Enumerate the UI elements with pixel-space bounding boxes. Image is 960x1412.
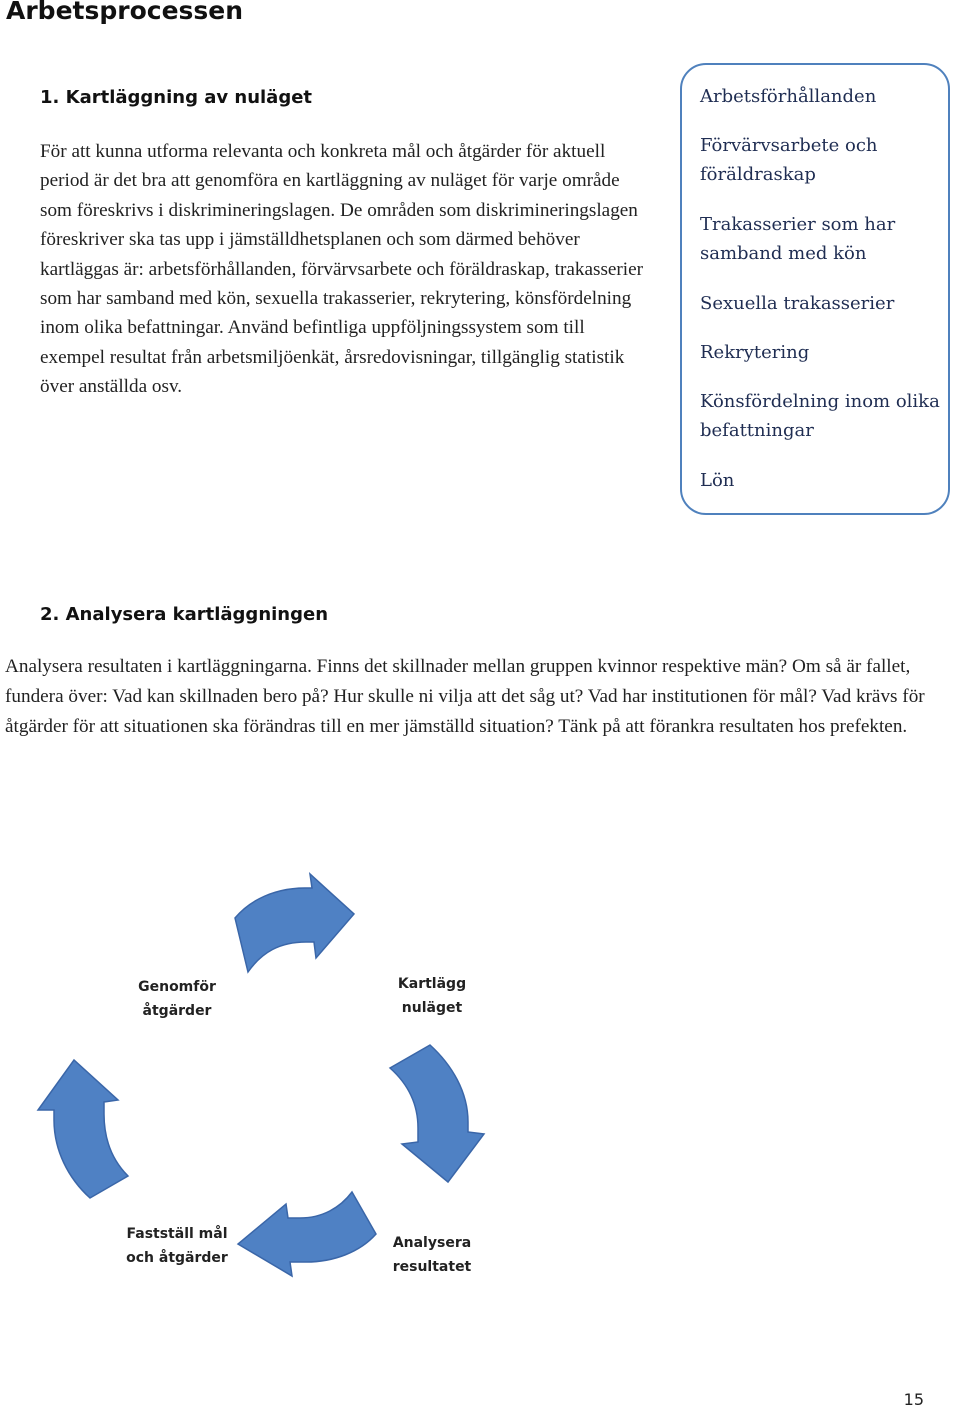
section-paragraph-analysera: Analysera resultaten i kartläggningarna. Finns det skillnader mellan gruppen kvinnor respektive män? Om så är fallet, fundera över: Vad kan skillnaden bero på? Hur skulle ni vilja att det såg ut? Vad har institutionen för mål? Vad krävs för åtgärder för att situationen ska förändras till en mer jämställd situation? Tänk på att förankra resultaten hos prefekten. [5,656,925,737]
area-item: Könsfördelning inom olika befattningar [700,391,940,441]
cycle-arrow-left [38,1060,128,1198]
cycle-step-label-line: nuläget [401,1000,463,1016]
cycle-arrow-top [235,874,354,972]
cycle-step-kartlagg [362,972,502,1020]
area-item: Förvärvsarbete och föräldraskap [700,135,878,185]
section-heading-analysera: 2. Analysera kartläggningen [40,604,329,625]
cycle-step-label-line: åtgärder [142,1003,212,1019]
cycle-arrow-bottom [238,1192,376,1276]
cycle-step-label-line: Analysera [392,1235,472,1251]
section-heading-kartlaggning: 1. Kartläggning av nuläget [40,87,313,108]
cycle-step-label-line: Kartlägg [397,976,467,992]
process-cycle-diagram [0,860,960,1320]
area-item: Trakasserier som har samband med kön [700,214,896,264]
cycle-step-label-line: Fastställ mål [126,1226,228,1242]
areas-box [680,63,950,515]
area-item: Lön [700,470,735,491]
cycle-step-label-line: och åtgärder [126,1250,228,1266]
page-title: Arbetsprocessen [6,0,244,25]
cycle-step-label-line: Genomför [138,979,216,995]
section-paragraph-kartlaggning: För att kunna utforma relevanta och konkreta mål och åtgärder för aktuell period är det bra att genomföra en kartläggning av nuläget för varje område som föreskrivs i diskrimineringslagen. De områden som diskrimineringslagen föreskriver ska tas upp i jämställdhetsplanen och som därmed behöver kartläggas är: arbetsförhållanden, förvärvsarbete och föräldraskap, trakasserier som har samband med kön, sexuella trakasserier, rekrytering, könsfördelning inom olika befattningar. Använd befintliga uppföljningssystem som till exempel resultat från arbetsmiljöenkät, årsredovisningar, tillgänglig statistik över anställda osv. [40,141,644,398]
area-item: Arbetsförhållanden [700,86,877,107]
area-item: Rekrytering [700,342,810,363]
cycle-arrow-right [390,1045,484,1182]
page-number: 15 [903,1390,924,1409]
cycle-step-genomfor [107,975,247,1023]
cycle-step-analysera [362,1231,502,1279]
cycle-step-label-line: resultatet [392,1259,472,1275]
area-item: Sexuella trakasserier [700,293,895,314]
cycle-step-faststall [107,1222,247,1270]
